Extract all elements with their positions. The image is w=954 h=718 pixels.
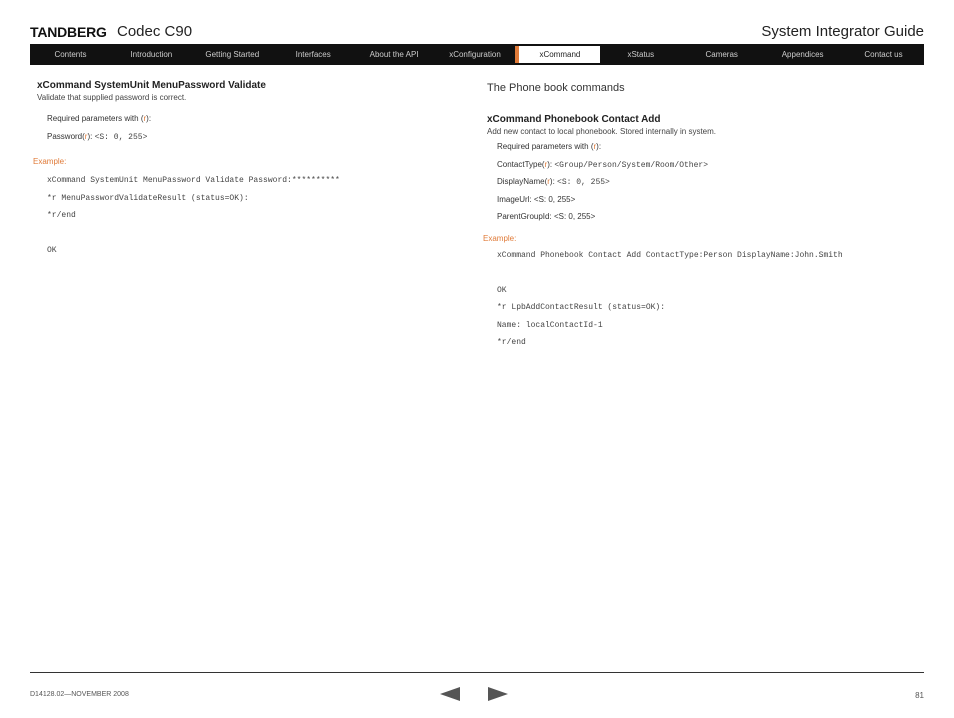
- tab-appendices[interactable]: Appendices: [781, 50, 824, 59]
- tab-xcommand[interactable]: xCommand: [515, 46, 600, 63]
- top-nav: [30, 44, 924, 65]
- command-description: Validate that supplied password is correct.: [37, 93, 187, 102]
- required-params-note: Required parameters with (r):: [47, 114, 152, 123]
- code-line: xCommand SystemUnit MenuPassword Validate Password:**********: [47, 176, 340, 185]
- code-line: [47, 225, 447, 243]
- tab-xconfiguration[interactable]: xConfiguration: [449, 50, 501, 59]
- page-header: [30, 20, 924, 44]
- code-line: *r/end: [47, 211, 76, 220]
- tab-about-the-api[interactable]: About the API: [369, 50, 419, 59]
- guide-title: System Integrator Guide: [761, 23, 924, 40]
- tab-getting-started[interactable]: Getting Started: [205, 50, 260, 59]
- param-value: <S: 0, 255>: [557, 178, 610, 187]
- code-line: *r/end: [497, 338, 526, 347]
- code-line: *r MenuPasswordValidateResult (status=OK):: [47, 193, 249, 203]
- param-imageurl: ImageUrl: <S: 0, 255>: [497, 194, 576, 204]
- tab-contact-us[interactable]: Contact us: [864, 50, 903, 59]
- code-line: *r LpbAddContactResult (status=OK):: [497, 303, 666, 312]
- left-column: [33, 80, 447, 260]
- required-mark: r: [593, 142, 597, 151]
- command-title: xCommand Phonebook Contact Add: [487, 114, 661, 125]
- param-value: <S: 0, 255>: [553, 212, 596, 221]
- param-parentgroupid: ParentGroupId: <S: 0, 255>: [497, 212, 596, 221]
- param-password: Password(r): <S: 0, 255>: [47, 131, 148, 142]
- prev-page-arrow-icon[interactable]: [440, 687, 460, 701]
- product-name: Codec C90: [117, 23, 193, 40]
- command-description: Add new contact to local phonebook. Stored internally in system.: [487, 127, 717, 136]
- code-line: OK: [47, 246, 57, 255]
- example-label: Example:: [483, 233, 517, 243]
- next-page-arrow-icon[interactable]: [488, 687, 508, 701]
- tab-interfaces[interactable]: Interfaces: [295, 50, 331, 59]
- param-value: <S: 0, 255>: [94, 132, 148, 142]
- required-mark: r: [143, 114, 147, 123]
- example-label: Example:: [33, 157, 67, 166]
- tab-cameras[interactable]: Cameras: [705, 50, 738, 59]
- section-heading: The Phone book commands: [487, 82, 625, 94]
- command-title: xCommand SystemUnit MenuPassword Validate: [37, 80, 266, 91]
- tab-xstatus[interactable]: xStatus: [627, 50, 655, 59]
- page-number: 81: [915, 691, 924, 700]
- param-contacttype: ContactType(r): <Group/Person/System/Room/Other>: [497, 159, 708, 170]
- right-column: [483, 80, 924, 352]
- brand-logo: TANDBERG: [30, 24, 107, 40]
- param-displayname: DisplayName(r): <S: 0, 255>: [497, 177, 610, 187]
- tab-contents[interactable]: Contents: [54, 50, 87, 59]
- tab-introduction[interactable]: Introduction: [130, 50, 173, 59]
- code-line: Name: localContactId-1: [497, 320, 603, 330]
- param-value: <Group/Person/System/Room/Other>: [554, 160, 708, 170]
- footer-divider: [30, 672, 924, 673]
- code-line: [497, 264, 924, 282]
- param-value: <S: 0, 255>: [533, 194, 576, 204]
- code-line: OK: [497, 285, 507, 295]
- code-line: xCommand Phonebook Contact Add ContactType:Person DisplayName:John.Smith: [497, 250, 843, 260]
- document-id: D14128.02—NOVEMBER 2008: [30, 691, 129, 698]
- required-params-note: Required parameters with (r):: [497, 142, 602, 151]
